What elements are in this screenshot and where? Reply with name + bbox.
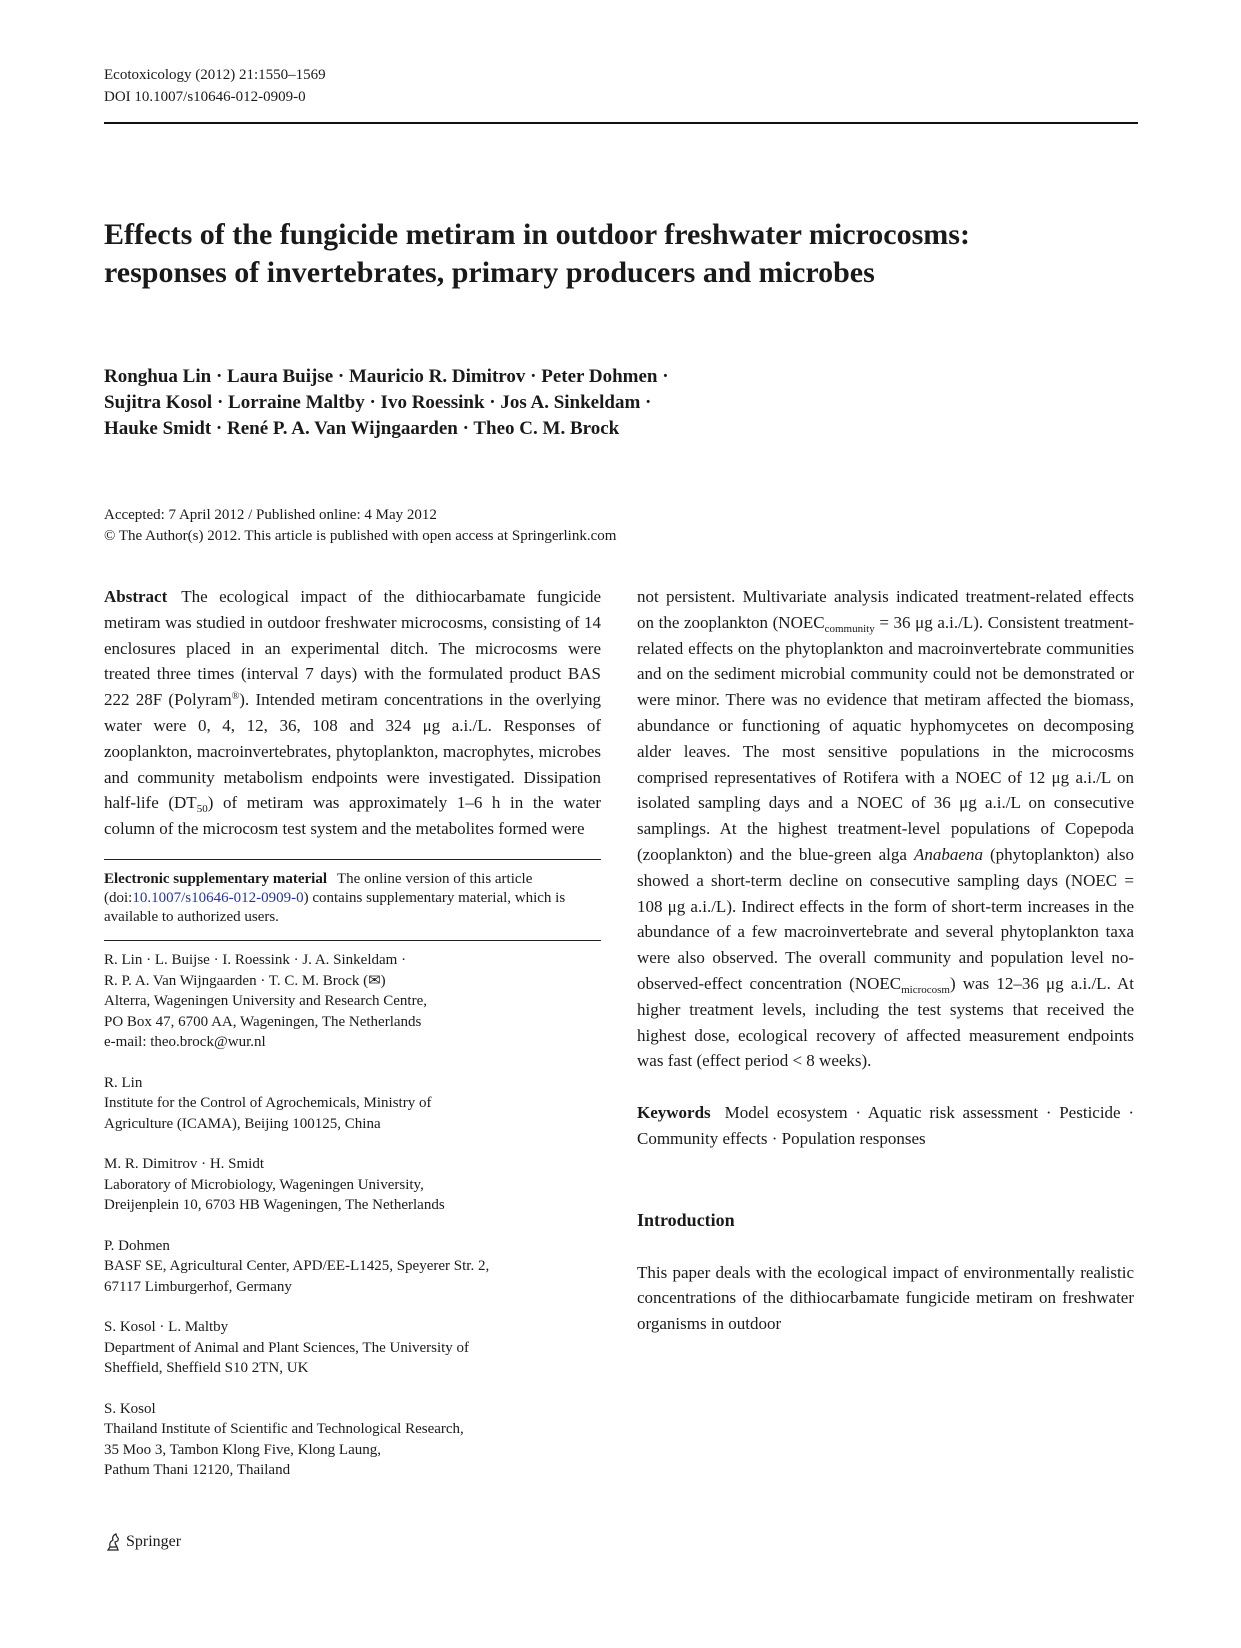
affiliations	[104, 950, 624, 1501]
affiliation-line: Agriculture (ICAMA), Beijing 100125, China	[104, 1115, 381, 1132]
esm-text: The online version of this article (doi:	[104, 871, 533, 906]
affiliation-line: R. Lin · L. Buijse · I. Roessink · J. A. Sinkeldam ·	[104, 952, 407, 968]
affiliation-block	[104, 1073, 624, 1135]
introduction-text: This paper deals with the ecological impact of environmentally realistic concentrations of the dithiocarbamate fungicide metiram on freshwater organisms in outdoor	[637, 1262, 1134, 1334]
springer-knight-icon	[104, 1532, 122, 1552]
abstract-text: ). Intended metiram concentrations in the overlying water were 0, 4, 12, 36, 108 and 324 μg a.i./L. Responses of zooplankton, macroinvertebrates, phytoplankton, macrophytes, microbes and community metabolism endpoints were investigated. Dissipation half-life (DT	[104, 690, 601, 813]
affiliation-line: S. Kosol	[104, 1400, 156, 1417]
affiliation-block	[104, 1154, 624, 1216]
affiliation-line: Institute for the Control of Agrochemicals, Ministry of	[104, 1095, 432, 1111]
journal-doi: DOI 10.1007/s10646-012-0909-0	[104, 89, 306, 105]
abstract-text: not persistent. Multivariate analysis indicated treatment-related effects on the zooplankton (NOEC	[637, 587, 1134, 632]
right-column	[637, 584, 1134, 1337]
page-footer	[104, 1532, 181, 1552]
affiliation-rule	[104, 940, 601, 941]
affiliation-line: Thailand Institute of Scientific and Technological Research,	[104, 1421, 464, 1437]
affiliation-line: Sheffield, Sheffield S10 2TN, UK	[104, 1360, 309, 1376]
esm-heading: Electronic supplementary material	[104, 871, 328, 887]
noec-subscript: community	[824, 622, 875, 635]
dt-subscript: 50	[196, 803, 208, 816]
abstract-text: ) was 12–36 μg a.i./L. At higher treatment levels, including the test systems that received the highest dose, ecological recovery of affected measurement endpoints was fast (effect period < 8 weeks).	[637, 973, 1135, 1071]
abstract-left-column	[104, 584, 601, 842]
abstract-text: ) of metiram was approximately 1–6 h in the water column of the microcosm test system and the metabolites formed were	[104, 793, 601, 839]
journal-citation: Ecotoxicology (2012) 21:1550–1569	[104, 67, 326, 83]
author-line: Ronghua Lin · Laura Buijse · Mauricio R. Dimitrov · Peter Dohmen ·	[104, 366, 669, 387]
affiliation-line: PO Box 47, 6700 AA, Wageningen, The Netherlands	[104, 1013, 422, 1030]
paper-title: Effects of the fungicide metiram in outdoor freshwater microcosms: responses of invertebrates, primary producers and microbes	[104, 218, 970, 289]
anabaena-italic: Anabaena	[914, 844, 983, 864]
noec-subscript: microcosm	[901, 983, 950, 996]
abstract-text: (phytoplankton) also showed a short-term decline on consecutive sampling days (NOEC = 108 μg a.i./L). Indirect effects in the form of short-term increases in the abundance of a few macroinvertebrate and several phytoplankton taxa were also observed. The overall community and population level no-observed-effect concentration (NOEC	[637, 844, 1135, 993]
affiliation-line: 67117 Limburgerhof, Germany	[104, 1278, 292, 1295]
copyright-line: © The Author(s) 2012. This article is published with open access at Springerlink.com	[104, 528, 617, 544]
affiliation-line: P. Dohmen	[104, 1237, 170, 1254]
publication-dates	[104, 505, 616, 547]
abstract-text: = 36 μg a.i./L). Consistent treatment-related effects on the phytoplankton and macroinvertebrate communities and on the sediment microbial community could not be demonstrated or were minor. There was no evidence that metiram affected the biomass, abundance or functioning of aquatic hyphomycetes on decomposing alder leaves. The most sensitive populations in the microcosms comprised representatives of Rotifera with a NOEC of 12 μg a.i./L on isolated sampling days and a NOEC of 36 μg a.i./L on consecutive samplings. At the highest treatment-level populations of Copepoda (zooplankton) and the blue-green alga	[637, 612, 1135, 864]
keywords-heading: Keywords	[637, 1103, 711, 1123]
introduction-heading: Introduction	[637, 1209, 735, 1230]
affiliation-line: M. R. Dimitrov · H. Smidt	[104, 1156, 265, 1172]
affiliation-line: Department of Animal and Plant Sciences, The University of	[104, 1339, 470, 1356]
affiliation-line: Laboratory of Microbiology, Wageningen University,	[104, 1176, 424, 1193]
affiliation-line: R. P. A. Van Wijngaarden · T. C. M. Brock (✉)	[104, 972, 386, 989]
affiliation-block	[104, 1317, 624, 1379]
affiliation-line: R. Lin	[104, 1074, 143, 1091]
affiliation-line: Alterra, Wageningen University and Research Centre,	[104, 993, 427, 1009]
author-line: Hauke Smidt · René P. A. Van Wijngaarden · Theo C. M. Brock	[104, 418, 620, 439]
affiliation-block	[104, 1399, 624, 1481]
registered-mark: ®	[231, 691, 240, 703]
affiliation-block	[104, 950, 624, 1053]
affiliation-line: S. Kosol · L. Maltby	[104, 1319, 229, 1335]
abstract-continuation	[637, 584, 1134, 1074]
keywords	[637, 1100, 1134, 1152]
journal-header	[104, 64, 326, 108]
affiliation-line: Dreijenplein 10, 6703 HB Wageningen, The Netherlands	[104, 1197, 445, 1213]
affiliation-email[interactable]: e-mail: theo.brock@wur.nl	[104, 1034, 266, 1050]
affiliation-line: 35 Moo 3, Tambon Klong Five, Klong Laung,	[104, 1441, 381, 1458]
publisher-name: Springer	[126, 1533, 182, 1550]
abstract-heading: Abstract	[104, 587, 168, 606]
keywords-text: Model ecosystem · Aquatic risk assessment · Pesticide · Community effects · Population responses	[637, 1103, 1134, 1148]
affiliation-block	[104, 1236, 624, 1298]
esm-rule	[104, 859, 601, 860]
accepted-date: Accepted: 7 April 2012 / Published online: 4 May 2012	[104, 507, 437, 523]
author-list	[104, 364, 824, 442]
supplementary-note	[104, 870, 601, 927]
abstract-text: The ecological impact of the dithiocarbamate fungicide metiram was studied in outdoor freshwater microcosms, consisting of 14 enclosures placed in an experimental ditch. The microcosms were treated three times (interval 7 days) with the formulated product BAS 222 28F (Polyram	[104, 587, 601, 710]
header-rule	[104, 122, 1138, 124]
author-line: Sujitra Kosol · Lorraine Maltby · Ivo Roessink · Jos A. Sinkeldam ·	[104, 392, 652, 413]
esm-doi-link[interactable]: 10.1007/s10646-012-0909-0	[132, 890, 304, 906]
affiliation-line: Pathum Thani 12120, Thailand	[104, 1462, 291, 1478]
affiliation-line: BASF SE, Agricultural Center, APD/EE-L1425, Speyerer Str. 2,	[104, 1258, 490, 1274]
esm-text: ) contains supplementary material, which is available to authorized users.	[104, 890, 566, 925]
